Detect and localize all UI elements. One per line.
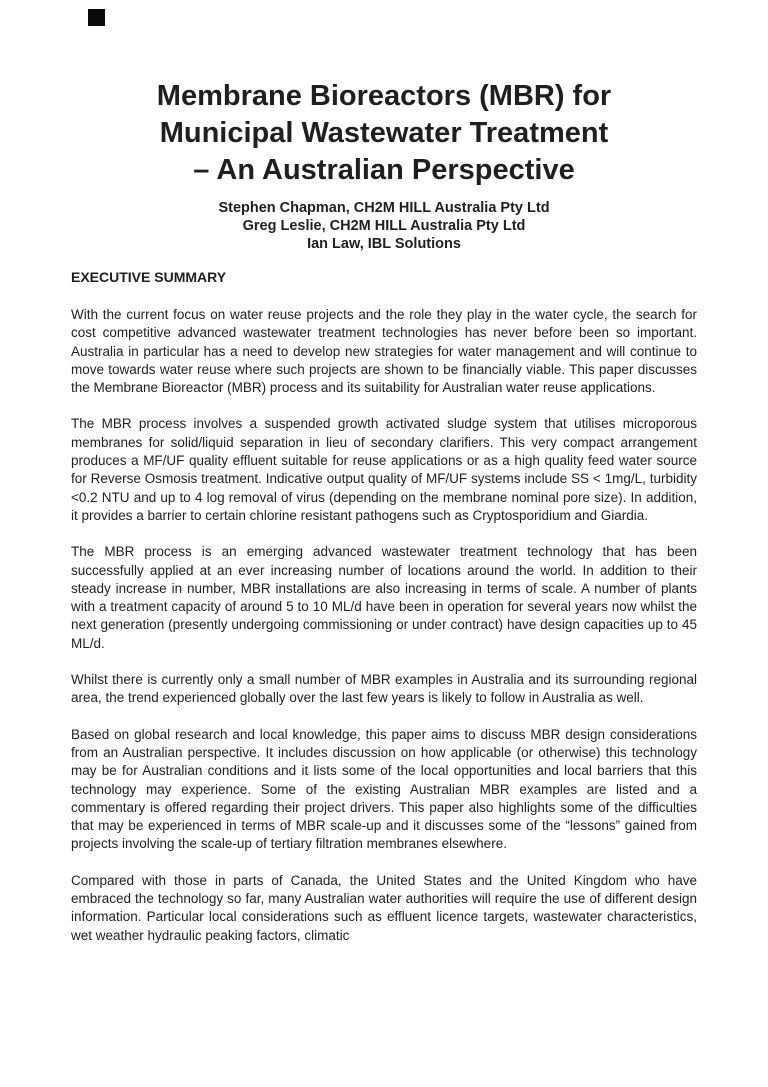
- paper-title: [71, 78, 697, 189]
- section-heading-executive-summary: EXECUTIVE SUMMARY: [71, 269, 227, 285]
- paper-title-line-1: Membrane Bioreactors (MBR) for: [156, 80, 612, 112]
- author-list: [71, 199, 697, 253]
- paper-title-line-2: Municipal Wastewater Treatment: [159, 117, 609, 149]
- paragraph-6: Compared with those in parts of Canada, the United States and the United Kingdom who have embraced the technology so far, many Australian water authorities will require the use of different design information. Particular local considerations such as effluent licence targets, wastewater characteristics, wet weather hydraulic peaking factors, climatic: [71, 872, 697, 943]
- author-line-3: Ian Law, IBL Solutions: [307, 236, 461, 252]
- paragraph-1: With the current focus on water reuse projects and the role they play in the water cycle, the search for cost competitive advanced wastewater treatment technologies has never before been so important. Australia in particular has a need to develop new strategies for water management and will continue to move towards water reuse where such projects are shown to be financially viable. This paper discusses the Membrane Bioreactor (MBR) process and its suitability for Australian water reuse applications.: [71, 307, 697, 396]
- paragraph-5: Based on global research and local knowledge, this paper aims to discuss MBR design considerations from an Australian perspective. It includes discussion on how applicable (or otherwise) this technology may be for Australian conditions and it lists some of the local opportunities and local barriers that this technology may experience. Some of the existing Australian MBR examples are listed and a commentary is offered regarding their project drivers. This paper also highlights some of the difficulties that may be experienced in terms of MBR scale-up and it discusses some of the “lessons” gained from projects involving the scale-up of tertiary filtration membranes elsewhere.: [71, 726, 697, 852]
- author-line-1: Stephen Chapman, CH2M HILL Australia Pty Ltd: [218, 200, 550, 216]
- scan-artifact-mark: [88, 9, 105, 26]
- paragraph-4: Whilst there is currently only a small number of MBR examples in Australia and its surrounding regional area, the trend experienced globally over the last few years is likely to follow in Australia as well.: [71, 672, 697, 706]
- paper-title-line-3: – An Australian Perspective: [193, 154, 575, 186]
- paragraph-3: The MBR process is an emerging advanced wastewater treatment technology that has been successfully applied at an ever increasing number of locations around the world. In addition to their steady increase in number, MBR installations are also increasing in terms of scale. A number of plants with a treatment capacity of around 5 to 10 ML/d have been in operation for several years now whilst the next generation (presently undergoing commissioning or under contract) have design capacities up to 45 ML/d.: [71, 544, 697, 651]
- paragraph-2: The MBR process involves a suspended growth activated sludge system that utilises microporous membranes for solid/liquid separation in lieu of secondary clarifiers. This very compact arrangement produces a MF/UF quality effluent suitable for reuse applications or as a high quality feed water source for Reverse Osmosis treatment. Indicative output quality of MF/UF systems include SS < 1mg/L, turbidity <0.2 NTU and up to 4 log removal of virus (depending on the membrane nominal pore size). In addition, it provides a barrier to certain chlorine resistant pathogens such as Cryptosporidium and Giardia.: [71, 416, 697, 523]
- author-line-2: Greg Leslie, CH2M HILL Australia Pty Ltd: [242, 218, 526, 234]
